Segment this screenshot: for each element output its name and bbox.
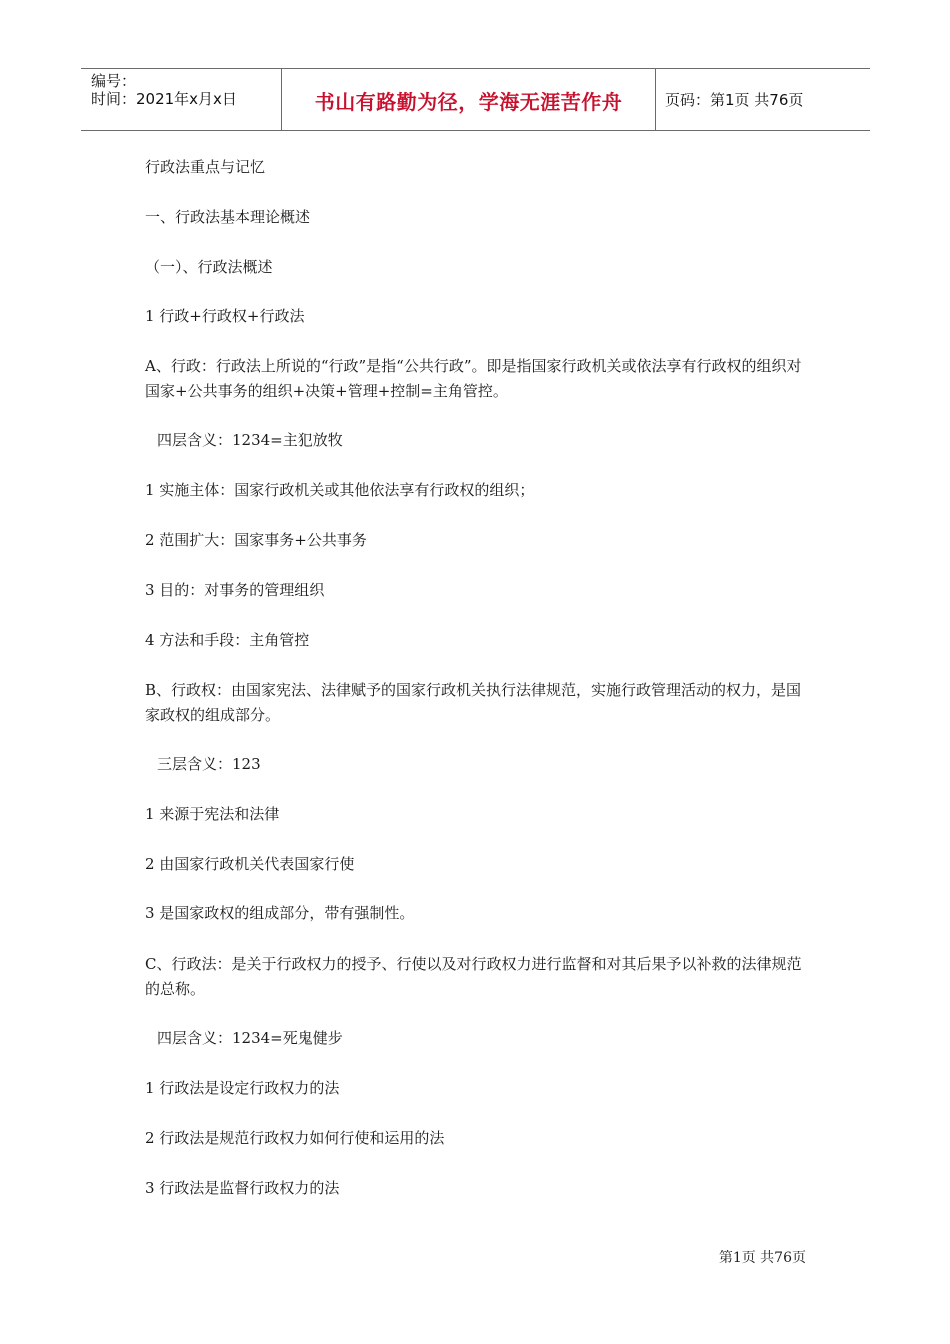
document-header	[81, 68, 870, 131]
meaning-line: 四层含义：1234=死鬼健步	[157, 1029, 343, 1047]
header-motto-cell	[281, 69, 656, 130]
list-item: 2 行政法是规范行政权力如何行使和运用的法	[145, 1129, 445, 1147]
list-item: 1 实施主体：国家行政机关或其他依法享有行政权的组织；	[145, 481, 535, 499]
document-title: 行政法重点与记忆	[145, 158, 266, 176]
date-line: 时间：2021年x月x日	[91, 90, 237, 108]
list-item: 1 行政法是设定行政权力的法	[145, 1079, 340, 1097]
meaning-line: 三层含义：123	[157, 755, 261, 773]
number-label: 编号：	[91, 72, 137, 90]
paragraph-a: A、行政：行政法上所说的“行政”是指“公共行政”。即是指国家行政机关或依法享有行政权的组织对国家+公共事务的组织+决策+管理+控制=主角管控。	[145, 357, 802, 400]
list-item: 3 行政法是监督行政权力的法	[145, 1179, 340, 1197]
meaning-line: 四层含义：1234=主犯放牧	[157, 431, 343, 449]
subsection-heading: （一）、行政法概述	[145, 258, 273, 276]
paragraph-c: C、行政法：是关于行政权力的授予、行使以及对行政权力进行监督和对其后果予以补救的法律规范的总称。	[145, 955, 802, 998]
page-footer: 第1页 共76页	[718, 1250, 806, 1266]
list-item: 1 来源于宪法和法律	[145, 805, 280, 823]
paragraph-b: B、行政权：由国家宪法、法律赋予的国家行政机关执行法律规范，实施行政管理活动的权力，是国家政权的组成部分。	[145, 681, 802, 724]
header-meta-cell	[81, 69, 281, 130]
list-item: 2 范围扩大：国家事务+公共事务	[145, 531, 367, 549]
header-page-cell	[655, 69, 870, 130]
list-item: 3 是国家政权的组成部分，带有强制性。	[145, 904, 415, 922]
page-info: 页码：第1页 共76页	[665, 91, 804, 109]
list-item: 2 由国家行政机关代表国家行使	[145, 855, 355, 873]
list-item: 1 行政+行政权+行政法	[145, 307, 305, 325]
section-heading: 一、行政法基本理论概述	[145, 208, 311, 226]
list-item: 3 目的：对事务的管理组织	[145, 581, 325, 599]
motto: 书山有路勤为径，学海无涯苦作舟	[314, 90, 623, 114]
list-item: 4 方法和手段：主角管控	[145, 631, 310, 649]
